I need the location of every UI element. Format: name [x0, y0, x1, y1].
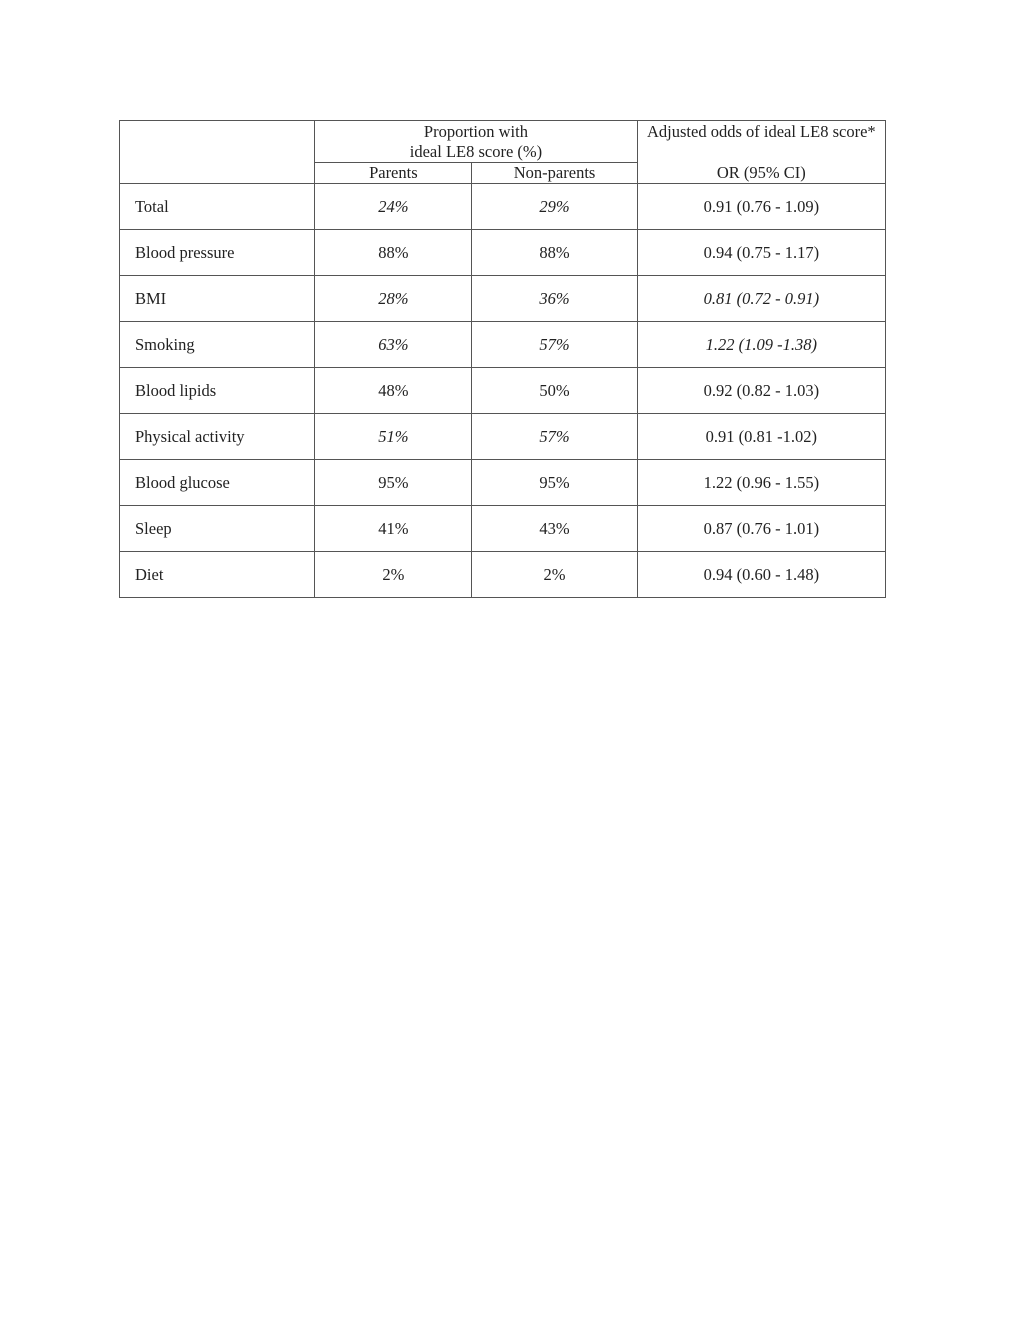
cell-parents-pct: 63% — [315, 322, 472, 368]
row-label: Blood lipids — [120, 368, 315, 414]
header-or-ci: OR (95% CI) — [716, 163, 806, 182]
cell-parents-pct: 95% — [315, 460, 472, 506]
table-row — [120, 368, 886, 414]
cell-parents-pct: 48% — [315, 368, 472, 414]
table-row — [120, 184, 886, 230]
cell-odds-ratio: 0.91 (0.81 -1.02) — [637, 414, 885, 460]
row-label: Blood glucose — [120, 460, 315, 506]
row-label: Blood pressure — [120, 230, 315, 276]
table-body — [120, 184, 886, 598]
cell-nonparents-pct: 50% — [472, 368, 637, 414]
cell-nonparents-pct: 29% — [472, 184, 637, 230]
cell-parents-pct: 2% — [315, 552, 472, 598]
cell-nonparents-pct: 57% — [472, 322, 637, 368]
header-non-parents: Non-parents — [472, 163, 637, 184]
cell-odds-ratio: 0.87 (0.76 - 1.01) — [637, 506, 885, 552]
cell-odds-ratio: 0.94 (0.60 - 1.48) — [637, 552, 885, 598]
header-empty-corner — [120, 121, 315, 184]
row-label: Smoking — [120, 322, 315, 368]
le8-results-table — [119, 120, 886, 598]
cell-odds-ratio: 0.91 (0.76 - 1.09) — [637, 184, 885, 230]
cell-parents-pct: 28% — [315, 276, 472, 322]
header-parents: Parents — [315, 163, 472, 184]
cell-nonparents-pct: 36% — [472, 276, 637, 322]
table-row — [120, 414, 886, 460]
cell-odds-ratio: 0.94 (0.75 - 1.17) — [637, 230, 885, 276]
header-adjusted-odds — [637, 121, 885, 184]
cell-nonparents-pct: 95% — [472, 460, 637, 506]
table-row — [120, 276, 886, 322]
table-row — [120, 322, 886, 368]
row-label: Diet — [120, 552, 315, 598]
cell-parents-pct: 41% — [315, 506, 472, 552]
table-row — [120, 230, 886, 276]
row-label: Physical activity — [120, 414, 315, 460]
cell-odds-ratio: 0.81 (0.72 - 0.91) — [637, 276, 885, 322]
row-label: Sleep — [120, 506, 315, 552]
row-label: Total — [120, 184, 315, 230]
header-proportion-line2: ideal LE8 score (%) — [409, 142, 543, 161]
cell-nonparents-pct: 57% — [472, 414, 637, 460]
cell-nonparents-pct: 88% — [472, 230, 637, 276]
cell-odds-ratio: 1.22 (1.09 -1.38) — [637, 322, 885, 368]
cell-parents-pct: 88% — [315, 230, 472, 276]
table-row — [120, 460, 886, 506]
table-row — [120, 552, 886, 598]
cell-nonparents-pct: 2% — [472, 552, 637, 598]
header-adjusted-odds-title: Adjusted odds of ideal LE8 score* — [647, 122, 876, 141]
cell-odds-ratio: 1.22 (0.96 - 1.55) — [637, 460, 885, 506]
cell-parents-pct: 51% — [315, 414, 472, 460]
header-proportion-line1: Proportion with — [423, 122, 528, 141]
table-row — [120, 506, 886, 552]
cell-odds-ratio: 0.92 (0.82 - 1.03) — [637, 368, 885, 414]
header-proportion-group — [315, 121, 637, 163]
row-label: BMI — [120, 276, 315, 322]
cell-parents-pct: 24% — [315, 184, 472, 230]
table-header — [120, 121, 886, 184]
cell-nonparents-pct: 43% — [472, 506, 637, 552]
